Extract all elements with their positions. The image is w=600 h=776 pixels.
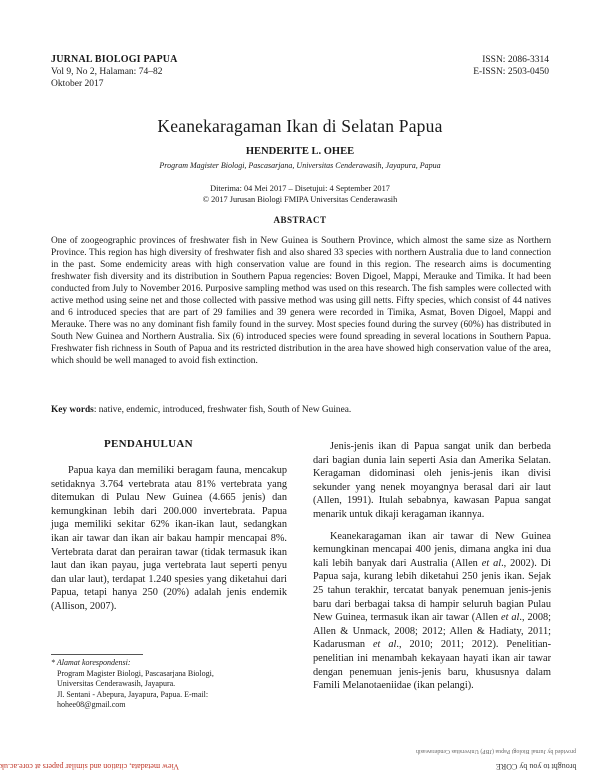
- etal-italic: et al: [481, 557, 502, 569]
- etal-italic: et al: [501, 612, 520, 624]
- copyright-line: © 2017 Jurusan Biologi FMIPA Universitas Cenderawasih: [202, 195, 398, 204]
- intro-paragraph-1: Papua kaya dan memiliki beragam fauna, mencakup setidaknya 3.764 vertebrata atau 81% vertebrata yang ditemukan di Pulau New Guinea (4.665 jenis) dan kemungkinan lebih dari 200.000 invertebrata. Papua juga memiliki sekitar 62% ikan-ikan laut, sedangkan ikan air tawar dan ikan air bakau hampir mencapai 8%. Vertebrata darat dan perairan tawar (tidak termasuk ikan laut dan ikan payau, juga vertebrata laut seperti penyu dan ular laut), terdapat 1.240 spesies yang diketahui dari Papua, tetapi hanya 250 (20%) adalah jenis endemik (Allison, 2007).: [51, 465, 287, 612]
- right-column: [313, 440, 551, 693]
- para-text: ., 2008; Allen & Unmack, 2008; 2012; Allen & Hadiaty, 2011; Kadarusman: [313, 612, 551, 651]
- received-accepted-dates: Diterima: 04 Mei 2017 – Disetujui: 4 September 2017: [210, 184, 390, 193]
- footnote-label: * Alamat korespondensi:: [51, 658, 131, 667]
- footnote-rule: [51, 654, 143, 655]
- journal-name: JURNAL BIOLOGI PAPUA: [51, 54, 178, 65]
- issue-date: Oktober 2017: [51, 79, 104, 89]
- keywords-label: Key words: [51, 405, 94, 415]
- dates-block: [0, 183, 600, 205]
- etal-italic: et al: [372, 639, 397, 651]
- abstract-heading: ABSTRACT: [273, 215, 327, 225]
- issn-block: [473, 54, 549, 78]
- journal-header: [51, 54, 178, 90]
- footnote-line: Jl. Sentani - Abepura, Jayapura, Papua. E-mail:: [57, 689, 209, 699]
- provider-note: provided by Jurnal Biologi Papua (JBP) Universitas Cenderawasih: [415, 748, 576, 754]
- eissn: E-ISSN: 2503-0450: [473, 67, 549, 77]
- intro-paragraph-3: [313, 530, 551, 693]
- abstract-text: One of zoogeographic provinces of freshwater fish in New Guinea is Southern Province, which almost the same size as Northern Province. This region has high diversity of freshwater fish and also shared 33 species with northern Australia due to land connection in the past. Some endemicity areas with high conservation value are found in this region. The research aims is documenting freshwater fish diversity and its distribution in Southern Papua regencies: Boven Digoel, Mappi, Merauke and Timika. It had been conducted from July to November 2016. Purposive sampling method was used on this research. The fish samples were collected with active method using seine net and those collected with passive method was using gill netts. Fifty species, which consist of 44 natives and 6 introduced species that are part of 29 families and 39 genera were recorded in Timika, Asmat, Boven Digoel, Mappi and Merauke. There was no any dominant fish family found in the survey. Most species found during the survey (60%) has distributed in South New Guinea and Northern Australia. Six (6) introduced species were found spreading in several locations in Southern Papua. Freshwater fish richness in South of Papua and its restricted distribution in the area have showed high conservation value of the area, which should be well managed to avoid fish extinction.: [51, 236, 551, 366]
- author-name: HENDERITE L. OHEE: [245, 146, 355, 157]
- keywords-line: [51, 404, 551, 416]
- volume-line: Vol 9, No 2, Halaman: 74–82: [51, 67, 163, 77]
- author-affiliation: Program Magister Biologi, Pascasarjana, Universitas Cenderawasih, Jayapura, Papua: [159, 161, 441, 170]
- intro-paragraph-2: Jenis-jenis ikan di Papua sangat unik dan berbeda dari bagian dunia lain seperti Asia dan Amerika Selatan. Keragaman didominasi oleh jenis-jenis ikan divisi sekunder yang nenek moyangnya berasal dari air laut (Allen, 1991). Itulah sebabnya, kawasan Papua sangat menarik untuk dikaji keragaman ikannya.: [313, 441, 551, 520]
- footnote-email: hohee08@gmail.com: [57, 700, 126, 709]
- footnote-line: Program Magister Biologi, Pascasarjana Biologi,: [57, 668, 214, 678]
- section-heading-introduction: PENDAHULUAN: [104, 438, 193, 450]
- core-metadata-link[interactable]: View metadata, citation and similar papers at core.ac.uk: [0, 762, 179, 771]
- footnote-line: Universitas Cenderawasih, Jayapura.: [57, 679, 176, 688]
- corresponding-address: [51, 658, 287, 711]
- para-text: Keanekaragaman ikan air tawar di New Guinea kemungkinan mencapai 400 jenis, dimana angka ini dua kali lebih banyak dari Australia (Allen: [313, 530, 551, 569]
- para-text: ., 2010; 2011; 2012). Penelitian-penelitian ini menambah kekayaan hayati ikan air tawar dengan penemuan jenis-jenis baru, khususnya dalam Famili Melanotaeniidae (ikan pelangi).: [313, 639, 551, 692]
- keywords-list: : native, endemic, introduced, freshwater fish, South of New Guinea.: [93, 405, 352, 415]
- para-text: ., 2002). Di Papua saja, kurang lebih diketahui 250 jenis ikan. Sejak 25 tahun terakhir, tercatat banyak penemuan jenis-jenis baru dari berbagai taksa di hampir seluruh bagian Pulau New Guinea, termasuk ikan air tawar (Allen: [313, 557, 551, 624]
- core-logo-text: brought to you by CORE: [495, 762, 576, 771]
- issn: ISSN: 2086-3314: [482, 55, 549, 65]
- article-title: Keanekaragaman Ikan di Selatan Papua: [157, 116, 443, 136]
- left-column: [51, 464, 287, 614]
